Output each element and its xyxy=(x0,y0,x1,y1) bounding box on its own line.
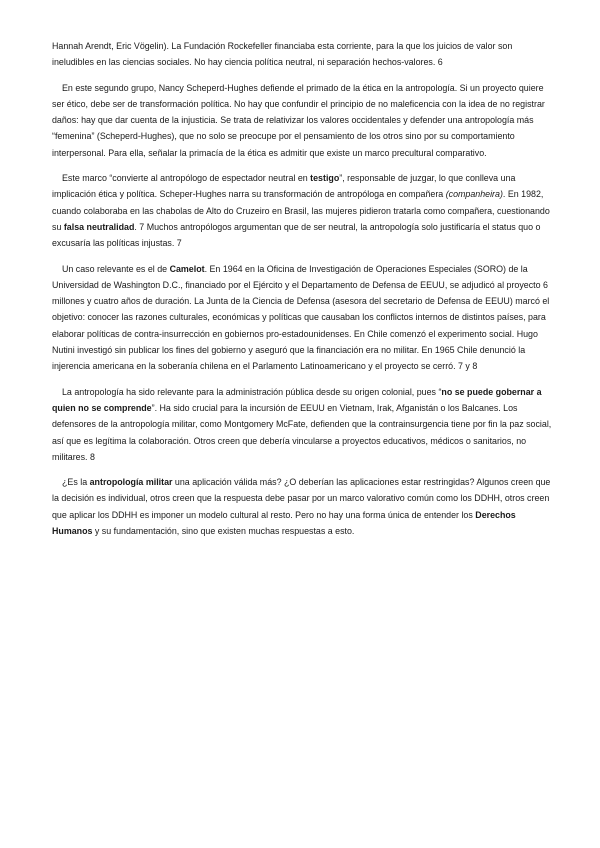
quote-no-se-puede-gobernar: no se puede gobernar a quien no se comprende xyxy=(52,386,542,413)
paragraph-2: En este segundo grupo, Nancy Scheperd-Hughes defiende el primado de la ética en la antropología. Si un proyecto quiere ser ético, debe ser de transformación política. No hay que confundir el principio de no maleficencia con la idea de no registrar daños: hay que dar cuenta de la injusticia. Se trata de relativizar los valores occidentales y defender una antropología más “femenina” (Scheperd-Hughes), que no solo se preocupe por el pensamiento de los otros sino por su comportamiento interpersonal. Para ella, señalar la primacía de la ética es admitir que existe un marco precultural comparativo. xyxy=(52,82,545,158)
paragraph-3: Este marco “convierte al antropólogo de espectador neutral en testigo”, responsable de juzgar, lo que conlleva una implicación ética y política. Scheper-Hughes narra su transformación de antropóloga en compañera (companheira). En 1982, cuando colaboraba en las chabolas de Alto do Cruzeiro en Brasil, las mujeres pidieron tratarla como compañera, cuestionando su falsa neutralidad. 7 Muchos antropólogos argumentan que de ser neutral, la antropología solo justificaría el status quo o excusaría las políticas injustas. 7 xyxy=(52,173,550,249)
paragraph-5: La antropología ha sido relevante para la administración pública desde su origen colonial, pues “no se puede gobernar a quien no se comprende”. Ha sido crucial para la incursión de EEUU en Vietnam, Irak, Afganistán o los Balcanes. Los defensores de la antropología militar, como Montgomery McFate, defienden que la contrainsurgencia tiene por fin la paz social, así que es legítima la colaboración. Otros creen que debería vincularse a proyectos educativos, médicos o sanitarios, no militares. 8 xyxy=(52,386,552,462)
term-testigo: testigo xyxy=(310,173,340,184)
paragraph-1: Hannah Arendt, Eric Vögelin). La Fundación Rockefeller financiaba esta corriente, para la que los juicios de valor son ineludibles en las ciencias sociales. No hay ciencia política neutral, ni separación hechos-valores. 6 xyxy=(52,41,513,68)
term-camelot: Camelot xyxy=(169,263,205,274)
paragraph-4: Un caso relevante es el de Camelot. En 1964 en la Oficina de Investigación de Operaciones Especiales (SORO) de la Universidad de Washington D.C., financiado por el Ejército y el Departamento de Defensa de EEUU, se adjudicó al proyecto 6 millones y cuatro años de duración. La Junta de la Ciencia de Defensa (asesora del secretario de Defensa de EEUU) marcó el objetivo: conocer las razones culturales, económicas y políticas que causaban los conflictos internos de distintos países, para elaborar políticas de contra-insurrección en gobiernos pro-estadounidenses. En Chile comenzó el experimento social. Hugo Nutini investigó sin publicar los fines del gobierno y aseguró que la financiación era no militar. En 1965 Chile denunció la injerencia americana en la soberanía chilena en el Parlamento Latinoamericano y el proyecto se cerró. 7 y 8 xyxy=(52,263,550,372)
term-antropologia-militar: antropología militar xyxy=(89,477,173,488)
paragraph-6: ¿Es la antropología militar una aplicación válida más? ¿O deberían las aplicaciones estar restringidas? Algunos creen que la decisión es individual, otros creen que la respuesta debe pasar por un marco valorativo común como los DDHH, otros creen que aplicar los DDHH es imponer un modelo cultural al resto. Pero no hay una forma única de entender los Derechos Humanos y su fundamentación, sino que existen muchas respuestas a esto. xyxy=(52,477,551,537)
term-falsa-neutralidad: falsa neutralidad xyxy=(63,221,135,232)
document-body xyxy=(52,38,552,548)
term-derechos-humanos: Derechos Humanos xyxy=(52,509,516,537)
term-companheira: (companheira) xyxy=(445,189,503,200)
